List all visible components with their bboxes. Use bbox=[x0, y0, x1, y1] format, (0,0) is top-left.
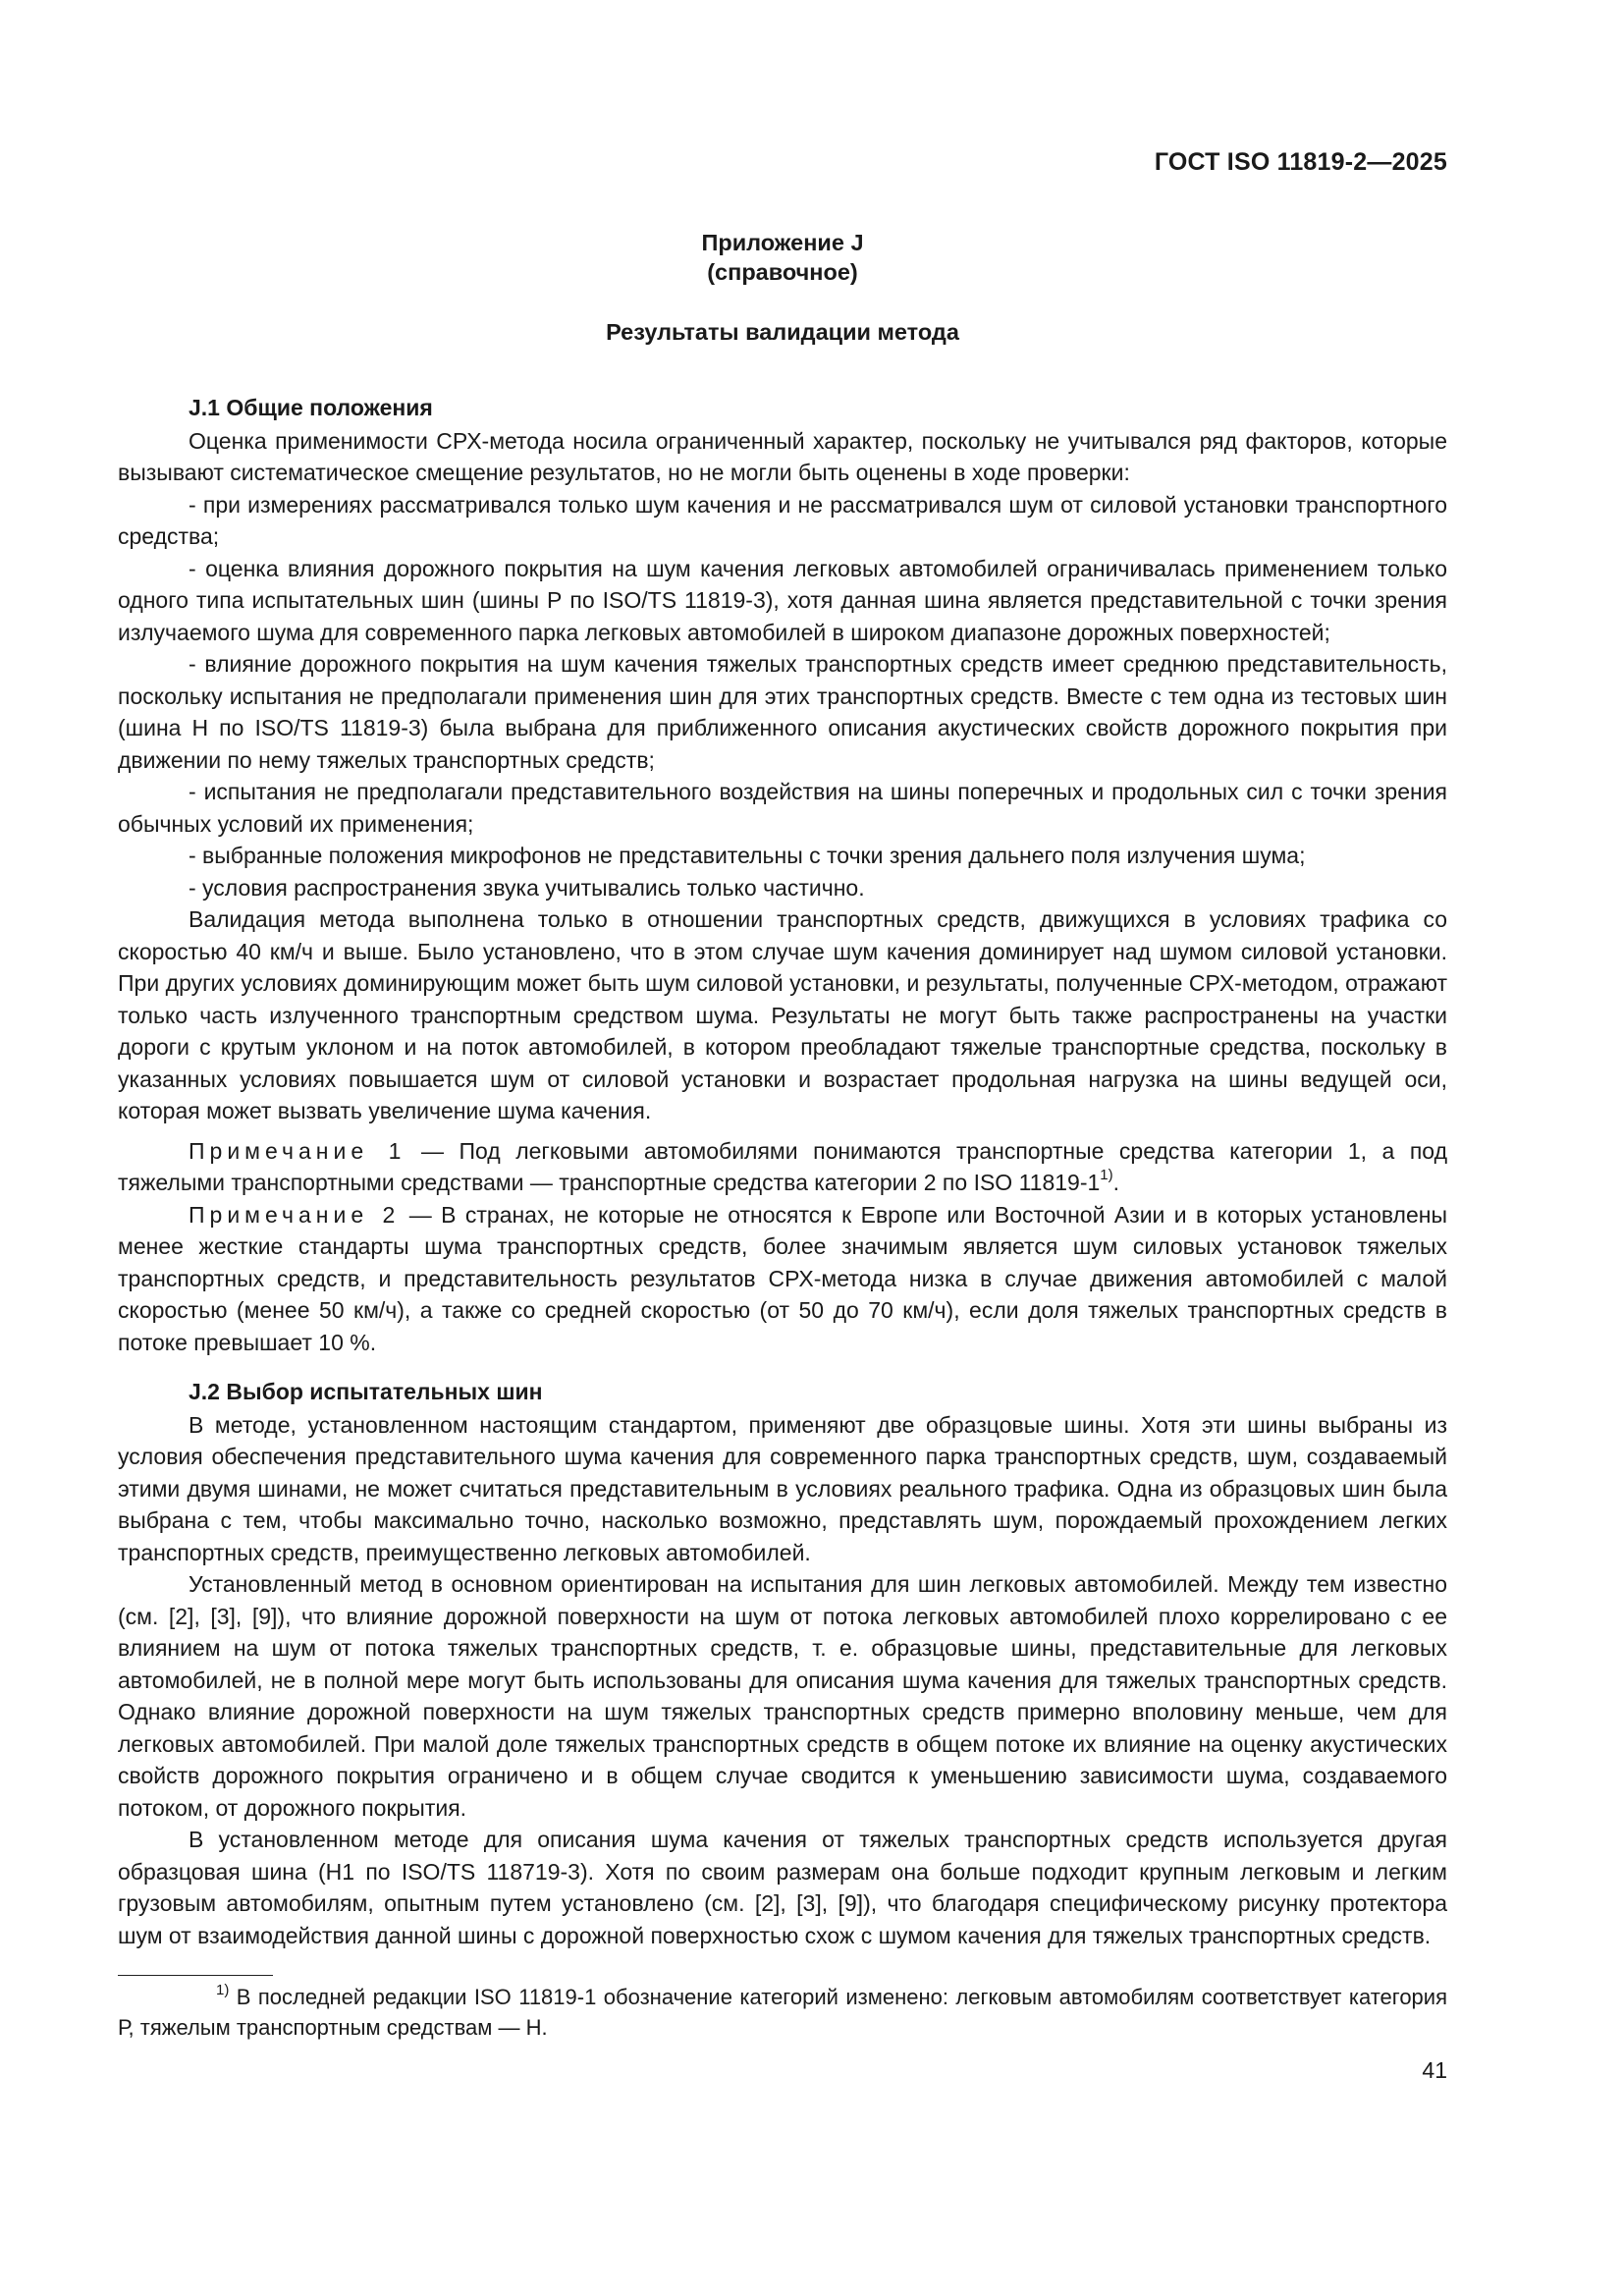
note-2-text: — В странах, не которые не относятся к Европе или Восточной Азии и в которых установлены менее жесткие стандарты шума транспортных средств, более значимым является шум силовых установок тяжелых транспортных средств, и представительность результатов СРХ-метода низка в случае движения автомобилей с малой скоростью (менее 50 км/ч), а также со средней скоростью (от 50 до 70 км/ч), если доля тяжелых транспортных средств в потоке превышает 10 %. bbox=[118, 1201, 1448, 1355]
list-item: - испытания не предполагали представительного воздействия на шины поперечных и продольных сил с точки зрения обычных условий их применения; bbox=[118, 779, 1447, 837]
validation-paragraph: Валидация метода выполнена только в отношении транспортных средств, движущихся в условиях трафика со скоростью 40 км/ч и выше. Было установлено, что в этом случае шум качения доминирует над шумом силовой установки. При других условиях доминирующим может быть шум силовой установки, и результаты, полученные СРХ-методом, отражают только часть излученного транспортным средством шума. Результаты не могут быть также распространены на участки дороги с крутым уклоном и на поток автомобилей, в котором преобладают тяжелые транспортные средства, поскольку в указанных условиях повышается шум от силовой установки и возрастает продольная нагрузка на шины ведущей оси, которая может вызвать увеличение шума качения. bbox=[118, 906, 1447, 1123]
list-item: - влияние дорожного покрытия на шум качения тяжелых транспортных средств имеет среднюю представительность, поскольку испытания не предполагали применения шин для этих транспортных средств. Вместе с тем одна из тестовых шин (шина Н по ISO/TS 11819-3) была выбрана для приближенного описания акустических свойств дорожного покрытия при движении по нему тяжелых транспортных средств; bbox=[118, 651, 1447, 773]
annex-label-block bbox=[118, 228, 1447, 287]
page-number: 41 bbox=[1422, 2057, 1447, 2083]
annex-status: (справочное) bbox=[707, 259, 858, 285]
note-2 bbox=[118, 1199, 1447, 1359]
list-item: - оценка влияния дорожного покрытия на шум качения легковых автомобилей ограничивалась применением только одного типа испытательных шин (шины Р по ISO/TS 11819-3), хотя данная шина является представительной с точки зрения излучаемого шума для современного парка легковых автомобилей в широком диапазоне дорожных поверхностей; bbox=[118, 555, 1447, 645]
section-2-paragraph: В методе, установленном настоящим стандартом, применяют две образцовые шины. Хотя эти шины выбраны из условия обеспечения представительного шума качения для современного парка транспортных средств, шум, создаваемый этими двумя шинами, не может считаться представительным в условиях реального трафика. Одна из образцовых шин была выбрана с тем, чтобы максимально точно, насколько возможно, представлять шум, порождаемый прохождением легких транспортных средств, преимущественно легковых автомобилей. bbox=[118, 1411, 1447, 1565]
note-2-label: Примечание 2 bbox=[189, 1201, 401, 1228]
footnote-marker: 1) bbox=[216, 1981, 230, 1998]
section-1-intro: Оценка применимости СРХ-метода носила ограниченный характер, поскольку не учитывался ряд факторов, которые вызывают систематическое смещение результатов, но не могли быть оценены в ходе проверки: bbox=[118, 427, 1447, 485]
note-1 bbox=[118, 1135, 1447, 1199]
footnote-divider bbox=[118, 1975, 273, 1976]
footnote bbox=[118, 1982, 1447, 2043]
section-1-heading: J.1 Общие положения bbox=[189, 395, 433, 420]
list-item: - условия распространения звука учитывались только частично. bbox=[189, 874, 865, 901]
annex-title: Результаты валидации метода bbox=[606, 319, 959, 345]
section-2-paragraph: Установленный метод в основном ориентирован на испытания для шин легковых автомобилей. Между тем известно (см. [2], [3], [9]), что влияние дорожной поверхности на шум от потока легковых автомобилей плохо коррелировано с ее влиянием на шум от потока тяжелых транспортных средств, т. е. образцовые шины, представительные для легковых автомобилей, не в полной мере могут быть использованы для описания шума качения для тяжелых транспортных средств. Однако влияние дорожной поверхности на шум тяжелых транспортных средств примерно вполовину меньше, чем для легковых автомобилей. При малой доле тяжелых транспортных средств в общем потоке их влияние на оценку акустических свойств дорожного покрытия ограничено и в общем случае сводится к уменьшению зависимости шума, создаваемого потоком, от дорожного покрытия. bbox=[118, 1571, 1447, 1821]
section-2-paragraph: В установленном методе для описания шума качения от тяжелых транспортных средств используется другая образцовая шина (H1 по ISO/TS 118719-3). Хотя по своим размерам она больше подходит крупным легковым и легким грузовым автомобилям, опытным путем установлено (см. [2], [3], [9]), что благодаря специфическому рисунку протектора шум от взаимодействия данной шины с дорожной поверхностью схож с шумом качения для тяжелых транспортных средств. bbox=[118, 1827, 1447, 1948]
note-1-label: Примечание 1 bbox=[189, 1137, 406, 1164]
note-1-text: — Под легковыми автомобилями понимаются транспортные средства категории 1, а под тяжелыми транспортными средствами — транспортные средства категории 2 по ISO 11819-1 bbox=[118, 1137, 1447, 1195]
list-item: - выбранные положения микрофонов не представительны с точки зрения дальнего поля излучения шума; bbox=[189, 843, 1306, 868]
note-1-end: . bbox=[1112, 1170, 1120, 1195]
list-item: - при измерениях рассматривался только шум качения и не рассматривался шум от силовой установки транспортного средства; bbox=[118, 491, 1447, 549]
section-1 bbox=[118, 392, 1447, 1951]
section-2-heading: J.2 Выбор испытательных шин bbox=[189, 1379, 543, 1404]
standard-designation: ГОСТ ISO 11819-2—2025 bbox=[1154, 148, 1447, 176]
footnote-ref[interactable]: 1) bbox=[1100, 1167, 1113, 1184]
annex-label: Приложение J bbox=[701, 230, 864, 255]
footnote-text: В последней редакции ISO 11819-1 обозначение категорий изменено: легковым автомобилям соответствует категория Р, тяжелым транспортным средствам — Н. bbox=[118, 1985, 1447, 2040]
